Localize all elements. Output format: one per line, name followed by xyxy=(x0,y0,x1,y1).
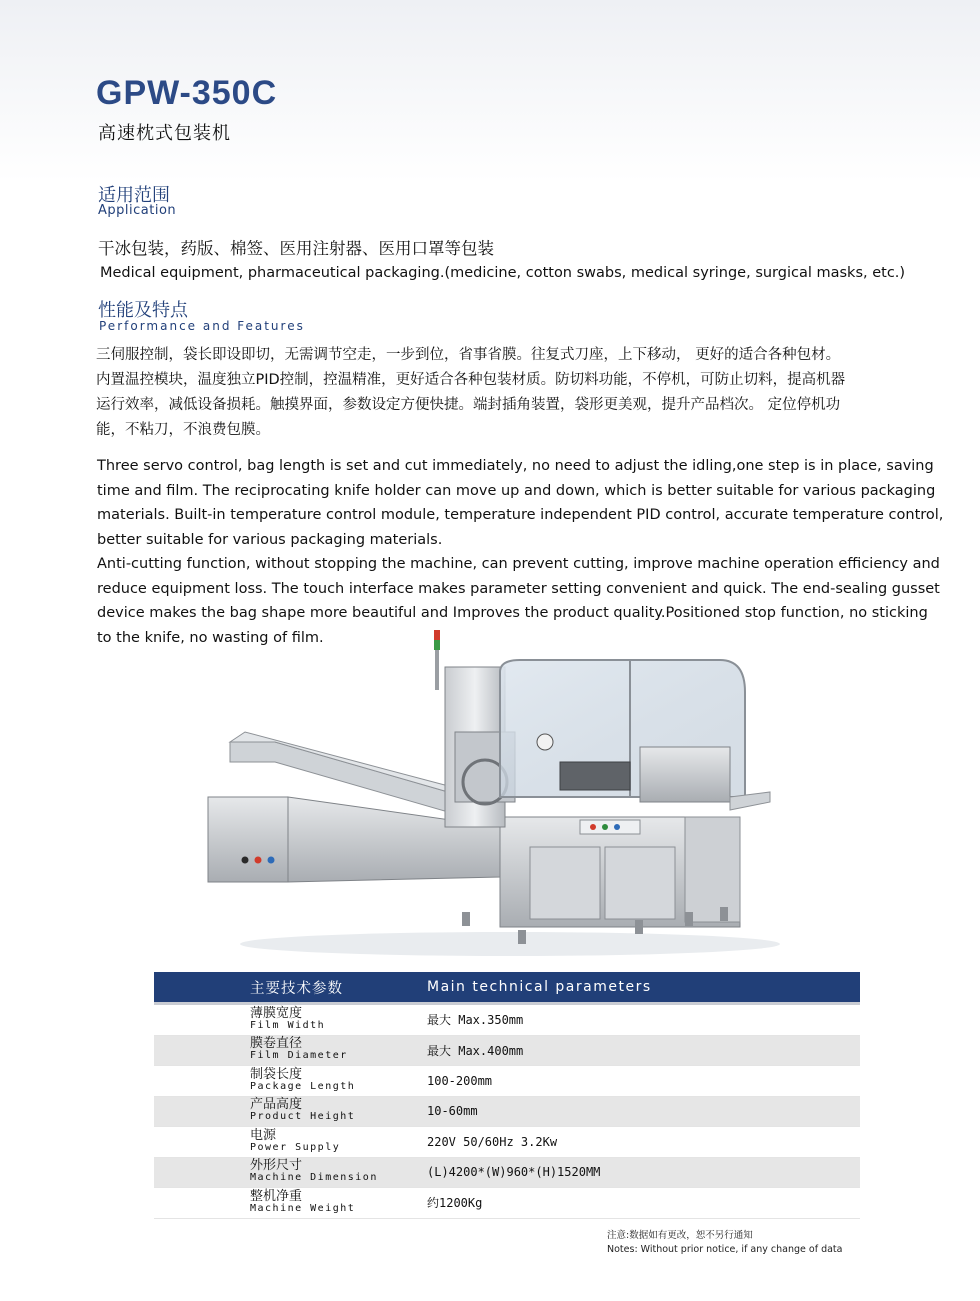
param-name-en: Product Height xyxy=(250,1111,356,1123)
param-name-en: Power Supply xyxy=(250,1141,341,1153)
param-name-cn: 外形尺寸 xyxy=(250,1158,303,1174)
param-value: 10-60mm xyxy=(427,1104,478,1119)
model-title: GPW-350C xyxy=(96,74,278,112)
application-text-en: Medical equipment, pharmaceutical packaging.(medicine, cotton swabs, medical syringe, surgical masks, etc.) xyxy=(100,265,906,281)
param-name-cn: 薄膜宽度 xyxy=(250,1005,303,1021)
param-name-en: Film Diameter xyxy=(250,1050,348,1062)
performance-line-en: better suitable for various packaging materials. xyxy=(97,531,443,548)
table-row xyxy=(154,1188,860,1219)
param-name-en: Machine Dimension xyxy=(250,1172,378,1184)
technical-parameters-table xyxy=(154,972,860,1219)
application-text-cn: 干冰包装，药版、棉签、医用注射器、医用口罩等包装 xyxy=(98,239,494,258)
param-name-cn: 膜卷直径 xyxy=(250,1036,303,1052)
packaging-machine-image xyxy=(200,622,780,962)
param-value: 220V 50/60Hz 3.2Kw xyxy=(427,1134,558,1149)
param-name-cn: 整机净重 xyxy=(250,1188,303,1204)
performance-line-en: Three servo control, bag length is set and cut immediately, no need to adjust the idling,one step is in place, saving xyxy=(97,458,934,474)
performance-line-en: materials. Built-in temperature control module, temperature independent PID control, accurate temperature control, xyxy=(97,507,944,523)
table-header-en: Main technical parameters xyxy=(427,979,652,995)
param-name-en: Film Width xyxy=(250,1019,326,1031)
table-row xyxy=(154,1097,860,1128)
param-name-en: Package Length xyxy=(250,1080,356,1092)
table-row xyxy=(154,1127,860,1158)
performance-line-en: device makes the bag shape more beautiful and Improves the product quality.Positioned stop function, no sticking xyxy=(97,605,928,621)
performance-line-cn: 运行效率，减低设备损耗。触摸界面，参数设定方便快捷。端封插角装置，袋形更美观，提升产品档次。 定位停机功 xyxy=(96,397,841,413)
performance-heading-en: Performance and Features xyxy=(99,319,305,333)
performance-line-cn: 三伺服控制，袋长即设即切，无需调节空走，一步到位，省事省膜。往复式刀座，上下移动， 更好的适合各种包材。 xyxy=(96,347,841,363)
application-heading-cn: 适用范围 xyxy=(98,185,170,206)
table-header-cn: 主要技术参数 xyxy=(250,980,343,997)
footnote-en: Notes: Without prior notice, if any change of data xyxy=(607,1244,843,1255)
param-name-cn: 制袋长度 xyxy=(250,1066,303,1082)
param-name-cn: 产品高度 xyxy=(250,1097,303,1113)
footnote-cn: 注意:数据如有更改，恕不另行通知 xyxy=(607,1230,753,1241)
performance-line-cn: 内置温控模块，温度独立PID控制，控温精准，更好适合各种包装材质。防切料功能，不停机，可防止切料，提高机器 xyxy=(96,372,846,388)
performance-text-en xyxy=(97,454,944,650)
footnote xyxy=(607,1229,842,1257)
param-value: 最大 Max.400mm xyxy=(427,1043,524,1058)
param-name-en: Machine Weight xyxy=(250,1202,356,1214)
table-header xyxy=(154,972,860,1005)
table-row xyxy=(154,1005,860,1036)
param-value: 约1200Kg xyxy=(427,1196,483,1211)
performance-line-en: reduce equipment loss. The touch interface makes parameter setting convenient and quick. The end-sealing gusset xyxy=(97,580,940,597)
table-row xyxy=(154,1036,860,1067)
param-value: 最大 Max.350mm xyxy=(427,1013,524,1028)
performance-heading-cn: 性能及特点 xyxy=(98,300,188,321)
param-name-cn: 电源 xyxy=(250,1127,277,1143)
table-row xyxy=(154,1158,860,1189)
application-heading-en: Application xyxy=(98,203,177,218)
performance-line-en: Anti-cutting function, without stopping the machine, can prevent cutting, improve machine operation efficiency and xyxy=(97,556,940,572)
performance-line-en: to the knife, no wasting of film. xyxy=(97,629,324,646)
performance-line-en: time and film. The reciprocating knife holder can move up and down, which is better suitable for various packaging xyxy=(97,482,936,499)
table-row xyxy=(154,1066,860,1097)
param-value: 100-200mm xyxy=(427,1073,493,1088)
param-value: (L)4200*(W)960*(H)1520MM xyxy=(427,1165,601,1180)
product-subtitle: 高速枕式包装机 xyxy=(98,123,231,144)
performance-line-cn: 能，不粘刀，不浪费包膜。 xyxy=(96,422,270,438)
performance-text-cn xyxy=(96,343,926,443)
